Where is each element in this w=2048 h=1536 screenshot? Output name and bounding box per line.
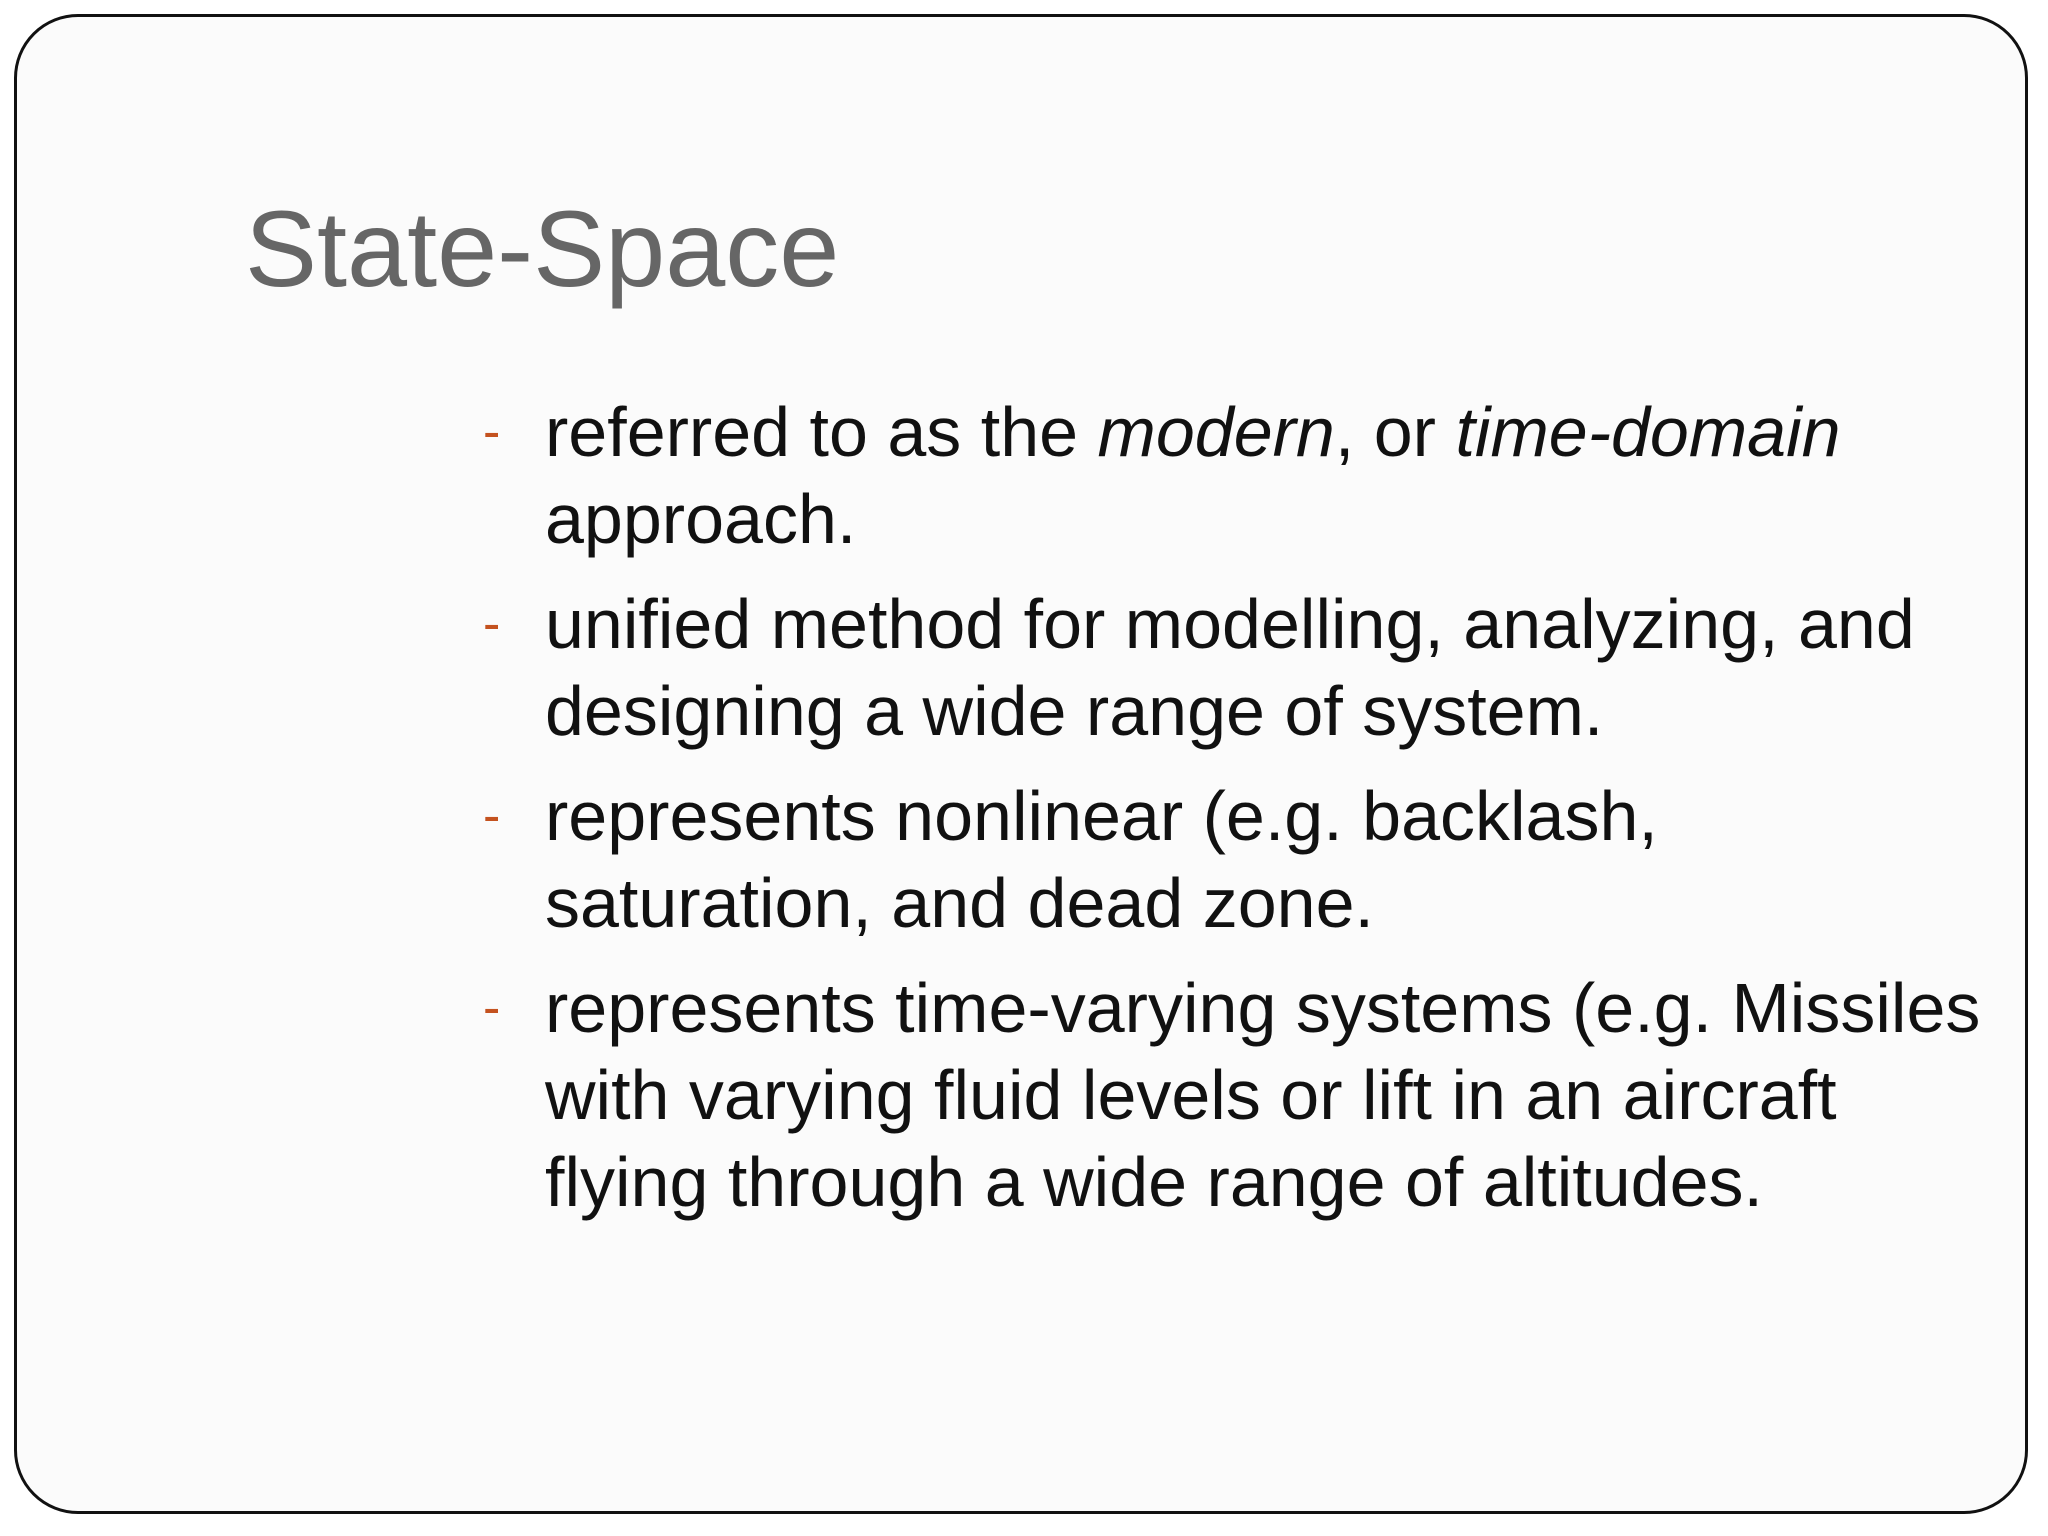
emphasis-modern: modern	[1097, 393, 1335, 471]
bullet-marker: -	[483, 979, 501, 1037]
bullet-list	[477, 389, 1997, 1244]
bullet-text-1-part-1: referred to as the	[545, 393, 1098, 471]
bullet-marker: -	[483, 403, 501, 461]
bullet-text-3: represents nonlinear (e.g. backlash, saturation, and dead zone.	[545, 777, 1658, 942]
bullet-item-2	[477, 581, 1997, 755]
bullet-marker: -	[483, 595, 501, 653]
bullet-text-2: unified method for modelling, analyzing, and designing a wide range of system.	[545, 585, 1915, 750]
bullet-item-3	[477, 773, 1997, 947]
bullet-text-1-part-5: approach.	[545, 480, 857, 558]
bullet-text-1-part-3: , or	[1334, 393, 1456, 471]
bullet-item-4	[477, 965, 1997, 1226]
slide-title: State-Space	[245, 188, 840, 309]
slide-frame	[14, 14, 2028, 1514]
emphasis-time-domain: time-domain	[1455, 393, 1841, 471]
bullet-marker: -	[483, 787, 501, 845]
bullet-item-1	[477, 389, 1997, 563]
bullet-text-4: represents time-varying systems (e.g. Missiles with varying fluid levels or lift in an aircraft flying through a wide range of altitudes.	[545, 969, 1981, 1221]
